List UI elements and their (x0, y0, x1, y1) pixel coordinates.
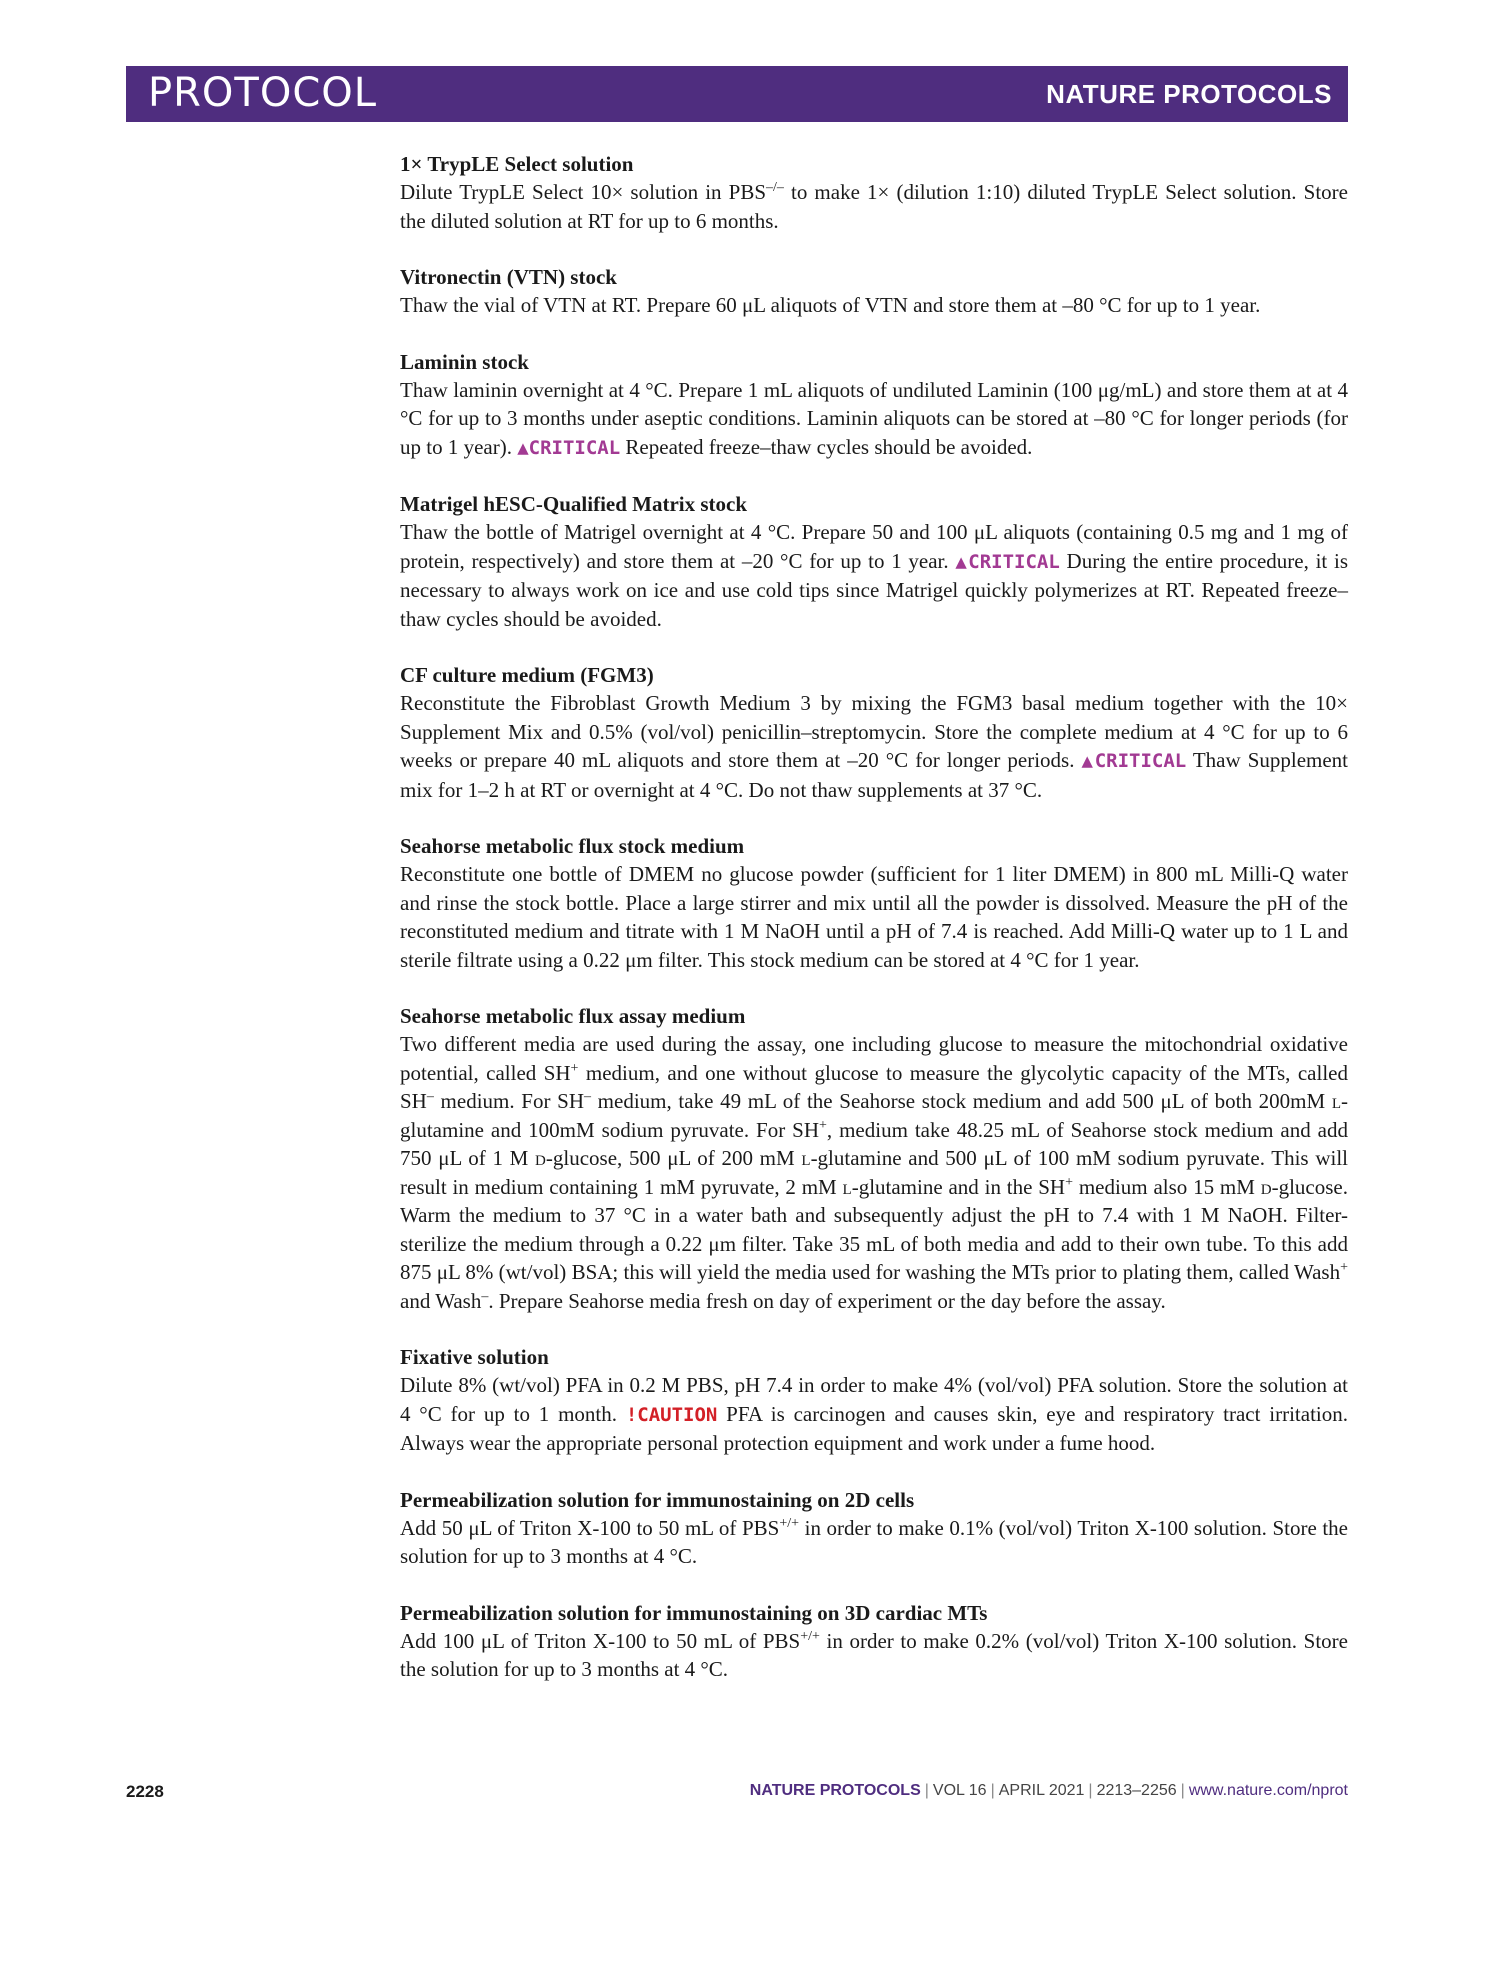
section-body: Thaw the bottle of Matrigel overnight at 4 °C. Prepare 50 and 100 μL aliquots (containing 0.5 mg and 1 mg of protein, respectively) and store them at –20 °C for up to 1 year. ▲CRITICAL During the entire procedure, it is necessary to always work on ice and use cold tips since Matrigel quickly polymerizes at RT. Repeated freeze–thaw cycles should be avoided. (400, 520, 1349, 631)
section-vtn (400, 263, 1348, 320)
section-fgm3 (400, 661, 1348, 804)
footer-date: APRIL 2021 (998, 1782, 1085, 1799)
section-title: Vitronectin (VTN) stock (400, 265, 617, 289)
section-title: Matrigel hESC-Qualified Matrix stock (400, 492, 748, 516)
section-title: 1× TrypLE Select solution (400, 152, 634, 176)
section-title: Seahorse metabolic flux assay medium (400, 1004, 746, 1028)
caution-marker: !CAUTION (625, 1403, 718, 1426)
section-laminin (400, 348, 1348, 463)
section-body: Two different media are used during the assay, one including glucose to measure the mitochondrial oxidative potential, called SH+ medium, and one without glucose to measure the glycolytic capacity of the MTs, called SH– medium. For SH– medium, take 49 mL of the Seahorse stock medium and add 500 μL of both 200mM l-glutamine and 100mM sodium pyruvate. For SH+, medium take 48.25 mL of Seahorse stock medium and add 750 μL of 1 M d-glucose, 500 μL of 200 mM l-glutamine and 500 μL of 100 mM sodium pyruvate. This will result in medium containing 1 mM pyruvate, 2 mM l-glutamine and in the SH+ medium also 15 mM d-glucose. Warm the medium to 37 °C in a water bath and subsequently adjust the pH to 7.4 with 1 M NaOH. Filter-sterilize the medium through a 0.22 μm filter. Take 35 mL of both media and add to their own tube. To this add 875 μL 8% (wt/vol) BSA; this will yield the media used for washing the MTs prior to plating them, called Wash+ and Wash–. Prepare Seahorse media fresh on day of experiment or the day before the assay. (400, 1032, 1348, 1313)
section-matrigel (400, 490, 1348, 633)
journal-label: NATURE PROTOCOLS (1046, 79, 1332, 109)
critical-marker: ▲CRITICAL (517, 436, 621, 459)
section-body: Add 50 μL of Triton X-100 to 50 mL of PBS+/+ in order to make 0.1% (vol/vol) Triton X-100 solution. Store the solution for up to 3 months at 4 °C. (400, 1515, 1348, 1568)
footer-citation: NATURE PROTOCOLS | VOL 16 | APRIL 2021 | 2213–2256 | www.nature.com/nprot (749, 1782, 1348, 1799)
section-body: Reconstitute the Fibroblast Growth Medium 3 by mixing the FGM3 basal medium together with the 10× Supplement Mix and 0.5% (vol/vol) penicillin–streptomycin. Store the complete medium at 4 °C for up to 6 weeks or prepare 40 mL aliquots and store them at –20 °C for longer periods. ▲CRITICAL Thaw Supplement mix for 1–2 h at RT or overnight at 4 °C. Do not thaw supplements at 37 °C. (400, 691, 1349, 802)
section-title: Permeabilization solution for immunostaining on 2D cells (400, 1487, 915, 1512)
section-perm-3d (400, 1599, 1348, 1684)
section-seahorse-assay (400, 1002, 1348, 1315)
section-title: CF culture medium (FGM3) (400, 663, 654, 687)
section-body: Dilute 8% (wt/vol) PFA in 0.2 M PBS, pH 7.4 in order to make 4% (vol/vol) PFA solution. Store the solution at 4 °C for up to 1 month. !CAUTION PFA is carcinogen and causes skin, eye and respiratory tract irritation. Always wear the appropriate personal protection equipment and work under a fume hood. (400, 1373, 1348, 1455)
section-body: Add 100 μL of Triton X-100 to 50 mL of PBS+/+ in order to make 0.2% (vol/vol) Triton X-100 solution. Store the solution for up to 3 months at 4 °C. (400, 1628, 1348, 1681)
footer-journal: NATURE PROTOCOLS (749, 1782, 921, 1799)
section-label: PROTOCOL (148, 70, 378, 116)
section-body: Dilute TrypLE Select 10× solution in PBS–/– to make 1× (dilution 1:10) diluted TrypLE Select solution. Store the diluted solution at RT for up to 6 months. (400, 180, 1348, 233)
section-title: Laminin stock (400, 349, 529, 374)
section-body: Thaw the vial of VTN at RT. Prepare 60 μL aliquots of VTN and store them at –80 °C for up to 1 year. (400, 293, 1261, 317)
section-perm-2d (400, 1486, 1348, 1571)
page-number: 2228 (126, 1782, 164, 1801)
footer-url[interactable]: www.nature.com/nprot (1188, 1782, 1348, 1799)
main-content (400, 150, 1348, 1712)
footer-volume: VOL 16 (932, 1782, 987, 1799)
section-body: Reconstitute one bottle of DMEM no glucose powder (sufficient for 1 liter DMEM) in 800 mL Milli-Q water and rinse the stock bottle. Place a large stirrer and mix until all the powder is dissolved. Measure the pH of the reconstituted medium and titrate with 1 M NaOH until a pH of 7.4 is reached. Add Milli-Q water up to 1 L and sterile filtrate using a 0.22 μm filter. This stock medium can be stored at 4 °C for 1 year. (400, 862, 1348, 972)
section-title: Permeabilization solution for immunostaining on 3D cardiac MTs (400, 1600, 988, 1625)
section-title: Seahorse metabolic flux stock medium (400, 834, 745, 858)
section-tryple (400, 150, 1348, 235)
section-fixative (400, 1343, 1348, 1458)
header-banner (126, 66, 1348, 122)
section-seahorse-stock (400, 832, 1348, 974)
critical-marker: ▲CRITICAL (1081, 750, 1187, 772)
footer-pages: 2213–2256 (1096, 1782, 1177, 1799)
critical-marker: ▲CRITICAL (955, 550, 1060, 573)
section-body: Thaw laminin overnight at 4 °C. Prepare 1 mL aliquots of undiluted Laminin (100 μg/mL) and store them at at 4 °C for up to 3 months under aseptic conditions. Laminin aliquots can be stored at –80 °C for longer periods (for up to 1 year). ▲CRITICAL Repeated freeze–thaw cycles should be avoided. (400, 377, 1348, 459)
section-title: Fixative solution (400, 1345, 549, 1369)
